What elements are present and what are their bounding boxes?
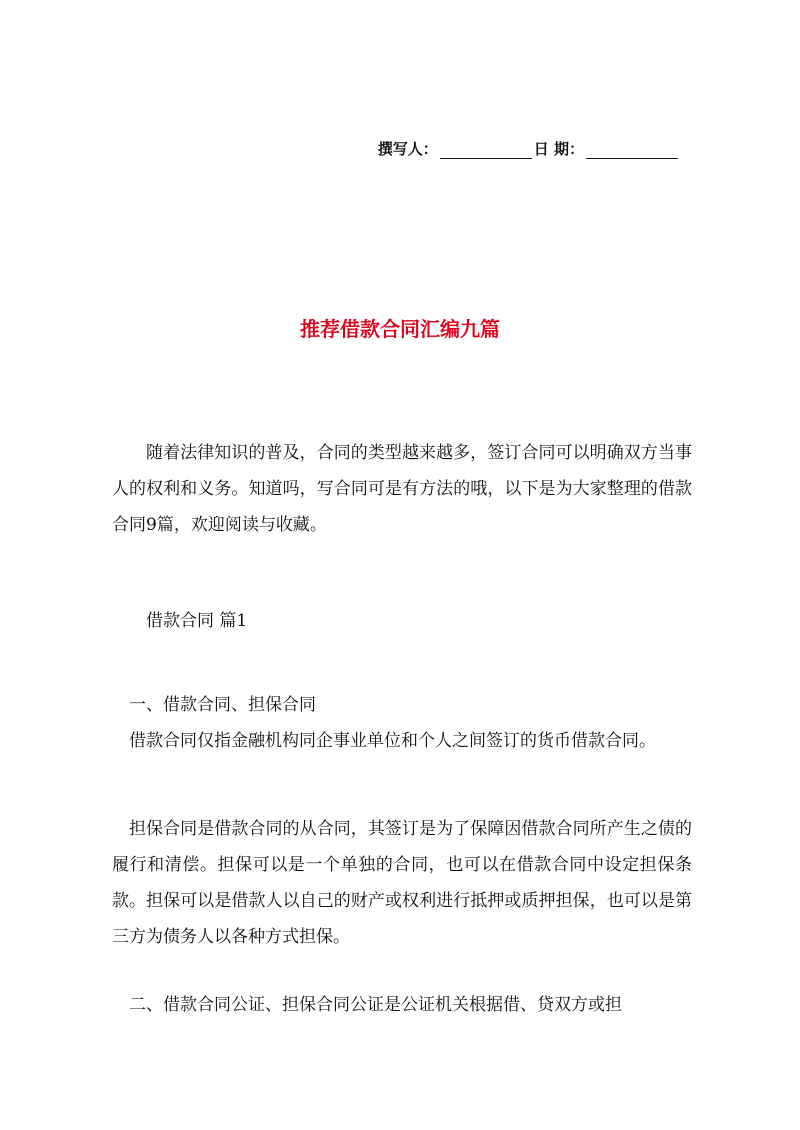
section-heading: 借款合同 篇1 xyxy=(146,611,248,631)
document-title: 推荐借款合同汇编九篇 xyxy=(300,317,500,341)
intro-paragraph: 随着法律知识的普及，合同的类型越来越多，签订合同可以明确双方当事人的权利和义务。知道吗，写合同可是有方法的哦，以下是为大家整理的借款合同9篇，欢迎阅读与收藏。 xyxy=(112,443,692,535)
body-paragraph-3: 担保合同是借款合同的从合同，其签订是为了保障因借款合同所产生之债的履行和清偿。担保可以是一个单独的合同，也可以在借款合同中设定担保条款。担保可以是借款人以自己的财产或权利进行抵押或质押担保，也可以是第三方为债务人以各种方式担保。 xyxy=(112,819,692,947)
author-date-line xyxy=(378,138,680,159)
date-blank xyxy=(586,142,678,159)
author-blank xyxy=(440,142,532,159)
body-paragraph-4: 二、借款合同公证、担保合同公证是公证机关根据借、贷双方或担 xyxy=(129,995,622,1015)
date-label: 日 期： xyxy=(533,140,584,158)
body-paragraph-2: 借款合同仅指金融机构同企事业单位和个人之间签订的货币借款合同。 xyxy=(129,731,656,751)
body-paragraph-1: 一、借款合同、担保合同 xyxy=(129,695,316,715)
author-label: 撰写人： xyxy=(377,140,438,158)
